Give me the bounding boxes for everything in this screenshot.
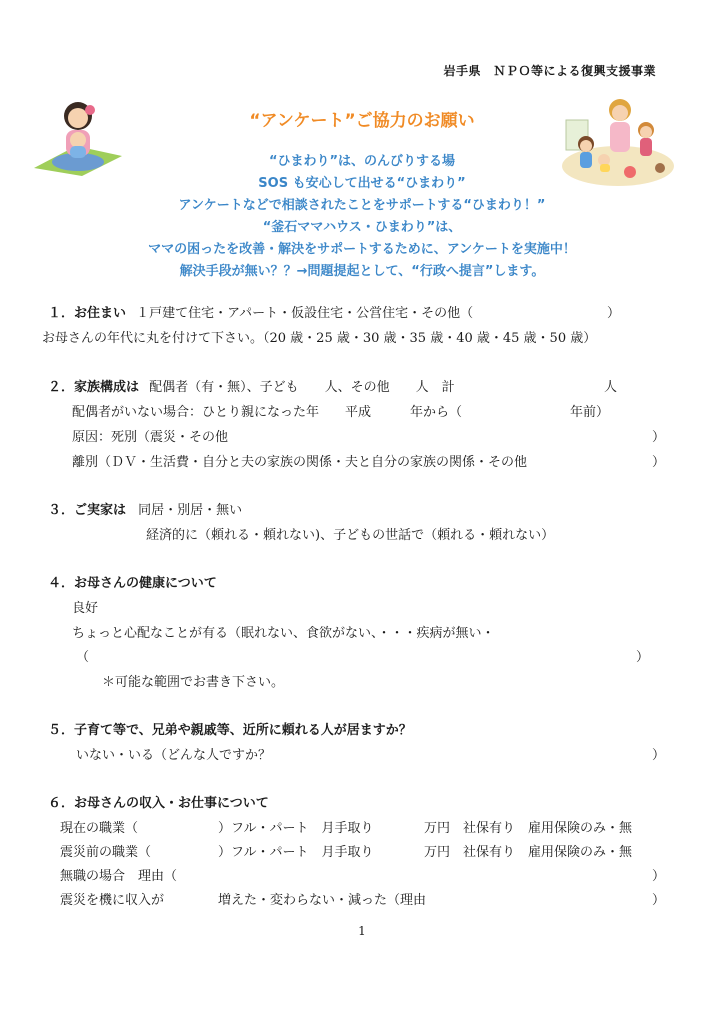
q2-total-unit: 人 [604, 380, 618, 395]
q5-close-paren: ） [652, 748, 666, 763]
intro-line: 解決手段が無い？？→問題提起として、“行政へ提言”します。 [179, 264, 545, 279]
q2-separation-line: 離別（ＤＶ・生活費・自分と夫の家族の関係・夫と自分の家族の関係・その他 [72, 455, 528, 470]
q4-section [48, 572, 217, 591]
q2-section [48, 376, 455, 395]
q2-number: ２． [48, 380, 75, 395]
q1-age-question: お母さんの年代に丸を付けて下さい。（20 歳・25 歳・30 歳・35 歳・40 歳・45 歳・50 歳） [42, 331, 597, 346]
q5-label: 子育て等で、兄弟や親戚等、近所に頼れる人が居ますか？ [74, 723, 412, 738]
q4-good: 良好 [72, 601, 99, 616]
q2-separation-close: ） [652, 455, 666, 470]
q6-unemployed-reason: 無職の場合 理由（ [60, 869, 178, 884]
page-number: 1 [358, 924, 366, 938]
intro-line: アンケートなどで相談されたことをサポートする“ひまわり！” [178, 198, 546, 213]
q6-current-job-label: 現在の職業（ [60, 821, 139, 836]
q2-cause-close: ） [652, 430, 666, 445]
q6-unemployed-close: ） [652, 869, 666, 884]
q3-section [48, 499, 242, 518]
q6-previous-job-label: 震災前の職業（ [60, 845, 152, 860]
q6-income-change-options: 増えた・変わらない・減った（理由 [218, 893, 427, 908]
header-organization: 岩手県 ＮＰＯ等による復興支援事業 [443, 64, 656, 78]
intro-line: “釜石ママハウス・ひまわり”は、 [262, 220, 462, 235]
intro-line: “ひまわり”は、のんびりする場 [268, 154, 456, 169]
intro-line: SOS も安心して出せる“ひまわり” [258, 176, 466, 191]
q6-current-job-benefits: 万円 社保有り 雇用保険のみ・無 [424, 821, 633, 836]
q4-concern-line: ちょっと心配なことが有る（眠れない、食欲がない、・・・疾病が無い・ [72, 626, 495, 641]
q5-number: ５． [48, 723, 75, 738]
q6-section [48, 792, 269, 811]
q3-label: ご実家は [74, 503, 127, 518]
q6-previous-job-benefits: 万円 社保有り 雇用保険のみ・無 [424, 845, 633, 860]
q3-living-options: 同居・別居・無い [138, 503, 243, 518]
q4-label: お母さんの健康について [74, 576, 217, 591]
q2-years-ago: 年前） [570, 405, 610, 420]
q5-section [48, 719, 412, 738]
q2-label: 家族構成は [74, 380, 140, 395]
q4-note: ＊可能な範囲でお書き下さい。 [102, 675, 285, 690]
q6-income-change-close: ） [652, 893, 666, 908]
q6-income-change-label: 震災を機に収入が [60, 893, 165, 908]
q1-number: １． [48, 306, 75, 321]
q1-options: １戸建て住宅・アパート・仮設住宅・公営住宅・その他（ [136, 306, 474, 321]
page-title: “アンケート”ご協力のお願い [249, 111, 475, 131]
q4-open-paren: （ [76, 650, 90, 665]
q4-number: ４． [48, 576, 75, 591]
q6-previous-job-type: ）フル・パート 月手取り [218, 845, 374, 860]
q6-label: お母さんの収入・お仕事について [74, 796, 269, 811]
q2-family-line: 配偶者（有・無）、子ども 人、その他 人 計 [149, 380, 455, 395]
q1-label: お住まい [74, 306, 127, 321]
q1-close: ） [607, 306, 621, 321]
q3-number: ３． [48, 503, 75, 518]
q6-current-job-type: ）フル・パート 月手取り [218, 821, 374, 836]
intro-line: ママの困ったを改善・解決をサポートするために、アンケートを実施中！ [148, 242, 576, 257]
q2-cause-line: 原因：死別（震災・その他 [72, 430, 229, 445]
q3-support-line: 経済的に（頼れる・頼れない)、子どもの世話で（頼れる・頼れない） [146, 528, 555, 543]
q2-single-parent-line: 配偶者がいない場合：ひとり親になった年 平成 年から（ [72, 405, 463, 420]
q1-section [48, 302, 473, 321]
q4-close-paren: ） [636, 650, 650, 665]
q5-answer-line: いない・いる（どんな人ですか？ [76, 748, 272, 763]
q6-number: ６． [48, 796, 75, 811]
